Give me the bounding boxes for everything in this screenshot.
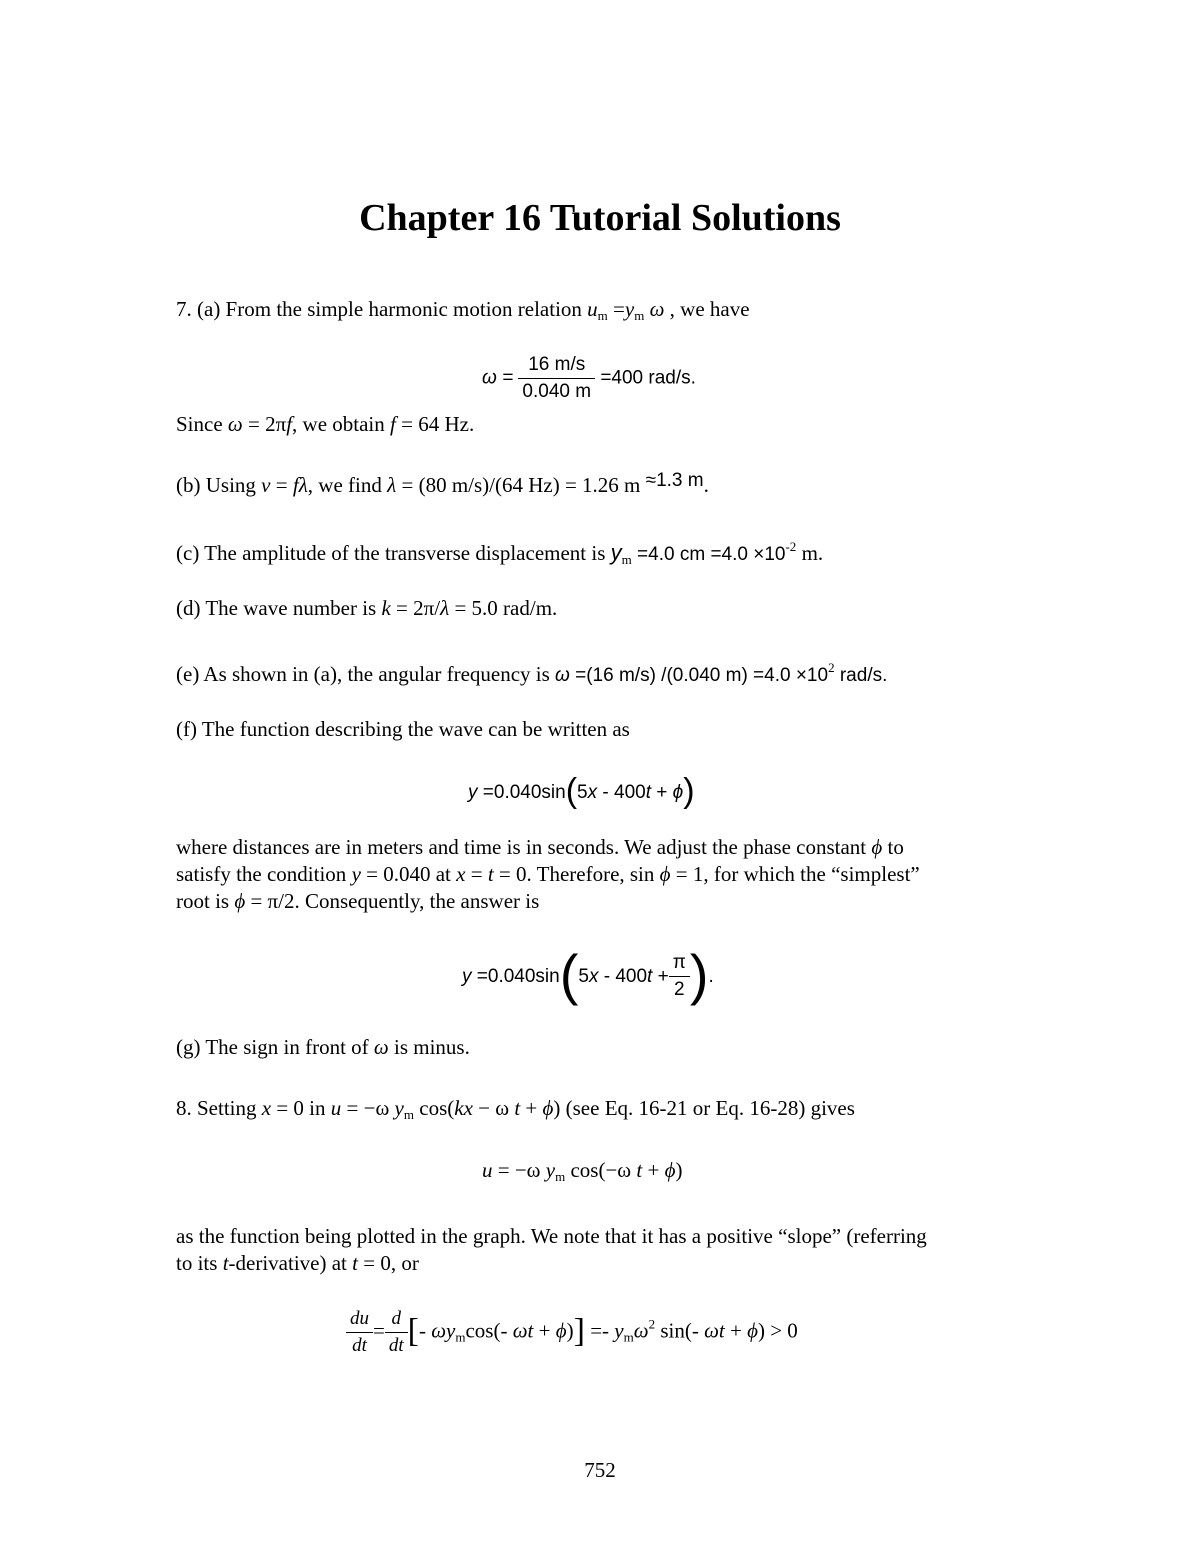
eq-segment: ) > 0 xyxy=(757,1318,798,1343)
var-omega: ω xyxy=(644,297,665,321)
var-lambda: λ xyxy=(440,596,450,620)
text-segment: = 5.0 rad/m. xyxy=(449,596,558,620)
subscript: m xyxy=(634,308,645,323)
text-segment: is minus. xyxy=(388,1035,470,1059)
symbol-pi: π xyxy=(423,596,435,620)
var-y: y xyxy=(462,966,472,987)
denominator: 0.040 m xyxy=(522,381,592,402)
var-y: y xyxy=(610,540,622,565)
text-segment: (b) Using xyxy=(176,473,262,497)
paragraph-line: as the function being plotted in the graph. We note that it has a positive “slope” (referring xyxy=(176,1224,927,1248)
denominator: 2 xyxy=(673,979,685,1001)
var-omega: ω xyxy=(431,1318,447,1343)
page-title: Chapter 16 Tutorial Solutions xyxy=(359,197,841,239)
text-segment: Since xyxy=(176,412,228,436)
eq-segment: sin(- xyxy=(655,1318,705,1343)
text-segment: = 64 Hz. xyxy=(395,412,475,436)
paragraph-line xyxy=(176,889,539,914)
bracket-right: ] xyxy=(573,1312,585,1350)
text-segment: where distances are in meters and time is in seconds. We adjust the phase constant xyxy=(176,835,872,859)
var-t: t xyxy=(514,1096,521,1120)
eq-segment: ) xyxy=(566,1318,574,1343)
eq-segment: = xyxy=(373,1318,385,1343)
exponent: 2 xyxy=(648,1316,656,1332)
text-segment: m. xyxy=(796,541,824,565)
paragraph-line xyxy=(176,835,904,860)
var-omega: ω xyxy=(512,1318,528,1343)
angular-frequency-value: =(16 m/s) /(0.040 m) =4.0 ×10 xyxy=(569,665,829,686)
equation-omega xyxy=(482,352,696,405)
var-phi: ϕ xyxy=(555,1318,567,1343)
var-omega: ω xyxy=(633,1318,649,1343)
text-segment: to xyxy=(882,835,904,859)
unit: rad/s. xyxy=(834,665,888,686)
text-segment: = xyxy=(465,862,488,886)
var-u: u xyxy=(330,1096,342,1120)
numerator: du xyxy=(346,1306,373,1333)
text-segment: + xyxy=(520,1096,543,1120)
var-x: x xyxy=(588,966,599,987)
text-segment: , we find xyxy=(307,473,388,497)
equation-u xyxy=(482,1158,682,1183)
var-y: y xyxy=(614,1318,624,1343)
text-segment: root is xyxy=(176,889,235,913)
eq-segment: 5 xyxy=(578,966,589,987)
problem-7b-text xyxy=(176,470,709,498)
var-k: k xyxy=(381,596,391,620)
text-segment: = 0 in xyxy=(271,1096,331,1120)
var-t: t xyxy=(645,782,651,803)
eq-segment: cos(−ω xyxy=(565,1158,637,1182)
paren-left: ( xyxy=(559,943,579,1006)
text-segment: . xyxy=(703,473,709,497)
text-segment: (see Eq. 16-21 or Eq. 16-28) gives xyxy=(560,1096,855,1120)
eq-segment: = −ω xyxy=(492,1158,546,1182)
text-segment: = 1, for which the “simplest” xyxy=(670,862,920,886)
var-lambda: λ xyxy=(298,473,308,497)
var-phi: ϕ xyxy=(672,782,684,803)
problem-7f-text: (f) The function describing the wave can be written as xyxy=(176,717,630,741)
var-t: t xyxy=(222,1251,229,1275)
var-f: f xyxy=(292,473,299,497)
var-t: t xyxy=(352,1251,358,1275)
paren-left: ( xyxy=(565,772,578,810)
text-segment: = 0. Therefore, sin xyxy=(493,862,660,886)
text-segment: cos( xyxy=(414,1096,455,1120)
var-phi: ϕ xyxy=(234,889,246,913)
subscript: m xyxy=(597,308,608,323)
paren-right: ) xyxy=(683,772,695,810)
var-f: f xyxy=(286,412,293,436)
symbol-pi: π xyxy=(275,412,287,436)
eq-lhs: ω = xyxy=(482,367,514,389)
var-y: y xyxy=(446,1318,456,1343)
text-segment: 7. (a) From the simple harmonic motion relation xyxy=(176,297,588,321)
problem-7a-text xyxy=(176,297,750,322)
subscript: m xyxy=(623,1329,634,1345)
text-segment: 8. Setting xyxy=(176,1096,262,1120)
subscript: m xyxy=(621,552,632,567)
var-x: x xyxy=(261,1096,272,1120)
fraction xyxy=(346,1306,373,1359)
problem-7g-text xyxy=(176,1035,470,1060)
var-f: f xyxy=(390,412,396,436)
eq-segment: =0.040sin xyxy=(477,782,566,803)
eq-segment: cos(- xyxy=(465,1318,513,1343)
text-segment: = (80 m/s)/(64 Hz) = 1.26 m xyxy=(396,473,646,497)
text-segment: to its xyxy=(176,1251,223,1275)
text-segment: − ω xyxy=(472,1096,515,1120)
eq-segment: + xyxy=(533,1318,556,1343)
page-number: 752 xyxy=(584,1458,616,1482)
var-t: t xyxy=(487,862,494,886)
approx-value: ≈1.3 m xyxy=(645,470,704,491)
text-segment: = π/2. Consequently, the answer is xyxy=(245,889,540,913)
text-segment: / xyxy=(434,596,441,620)
eq-segment: =- xyxy=(584,1318,615,1343)
bracket-left: [ xyxy=(407,1312,419,1350)
eq-rhs: =400 rad/s. xyxy=(600,367,696,389)
text-segment: -derivative) at xyxy=(228,1251,353,1275)
var-y: y xyxy=(394,1096,404,1120)
var-u: u xyxy=(482,1158,493,1182)
var-x: x xyxy=(587,782,598,803)
problem-7d-text xyxy=(176,596,557,621)
var-omega: ω xyxy=(373,1035,389,1059)
var-phi: ϕ xyxy=(664,1158,676,1182)
fraction xyxy=(518,352,595,405)
text-segment: = xyxy=(270,473,293,497)
numerator: π xyxy=(669,950,690,977)
var-v: v xyxy=(261,473,271,497)
var-phi: ϕ xyxy=(542,1096,554,1120)
problem-7c-text xyxy=(176,540,823,566)
var-phi: ϕ xyxy=(659,862,671,886)
var-phi: ϕ xyxy=(871,835,883,859)
eq-segment: =0.040sin xyxy=(471,966,560,987)
paragraph-line xyxy=(176,1251,419,1276)
var-omega: ω xyxy=(704,1318,719,1343)
text-segment: = 0.040 at xyxy=(360,862,457,886)
equation-wave-function xyxy=(468,772,695,811)
eq-segment: . xyxy=(708,966,714,987)
eq-segment: + xyxy=(651,782,673,803)
subscript: m xyxy=(455,1329,466,1345)
text-segment: (g) The sign in front of xyxy=(176,1035,374,1059)
since-line xyxy=(176,412,474,437)
text-segment: (c) The amplitude of the transverse displacement is xyxy=(176,541,611,565)
eq-segment: - xyxy=(418,1318,432,1343)
text-segment: = −ω xyxy=(341,1096,395,1120)
text-segment: ) xyxy=(553,1096,561,1120)
var-x: x xyxy=(463,1096,473,1120)
var-k: k xyxy=(454,1096,464,1120)
var-y: y xyxy=(351,862,361,886)
text-segment: = 2 xyxy=(390,596,424,620)
var-omega: ω xyxy=(555,665,570,686)
problem-8-text xyxy=(176,1096,855,1121)
text-segment: , we obtain xyxy=(292,412,391,436)
denominator: dt xyxy=(388,1335,404,1356)
equation-answer xyxy=(462,942,714,1007)
var-y: y xyxy=(468,782,478,803)
text-segment: = xyxy=(607,297,625,321)
paragraph-line xyxy=(176,862,920,887)
exponent: -2 xyxy=(785,539,797,554)
fraction xyxy=(669,950,690,1003)
var-lambda: λ xyxy=(387,473,397,497)
var-phi: ϕ xyxy=(747,1318,758,1343)
amplitude-value: =4.0 cm =4.0 ×10 xyxy=(631,544,786,565)
eq-segment: - 400 xyxy=(597,782,646,803)
numerator: 16 m/s xyxy=(518,352,595,379)
text-segment: (e) As shown in (a), the angular frequency is xyxy=(176,662,556,686)
text-segment: = 2 xyxy=(242,412,276,436)
text-segment: satisfy the condition xyxy=(176,862,352,886)
eq-segment: + xyxy=(652,966,669,987)
denominator: dt xyxy=(352,1335,367,1356)
var-omega: ω xyxy=(227,412,243,436)
problem-7e-text xyxy=(176,662,887,687)
eq-segment: 5 xyxy=(577,782,588,803)
var-x: x xyxy=(456,862,466,886)
var-y: y xyxy=(624,297,635,321)
numerator: d xyxy=(385,1306,408,1333)
eq-segment: ) xyxy=(675,1158,683,1182)
text-segment: (d) The wave number is xyxy=(176,596,382,620)
var-u: u xyxy=(587,297,598,321)
eq-segment: - 400 xyxy=(598,966,648,987)
exponent: 2 xyxy=(828,660,835,675)
equation-derivative xyxy=(346,1306,798,1359)
subscript: m xyxy=(555,1169,566,1184)
eq-segment: + xyxy=(724,1318,748,1343)
subscript: m xyxy=(403,1107,414,1122)
var-t: t xyxy=(647,966,653,987)
fraction xyxy=(385,1306,408,1359)
paren-right: ) xyxy=(689,943,709,1006)
var-t: t xyxy=(636,1158,643,1182)
text-segment: = 0, or xyxy=(357,1251,419,1275)
eq-segment: + xyxy=(642,1158,665,1182)
var-t: t xyxy=(527,1318,534,1343)
var-y: y xyxy=(545,1158,556,1182)
var-t: t xyxy=(718,1318,725,1343)
text-segment: , we have xyxy=(664,297,750,321)
